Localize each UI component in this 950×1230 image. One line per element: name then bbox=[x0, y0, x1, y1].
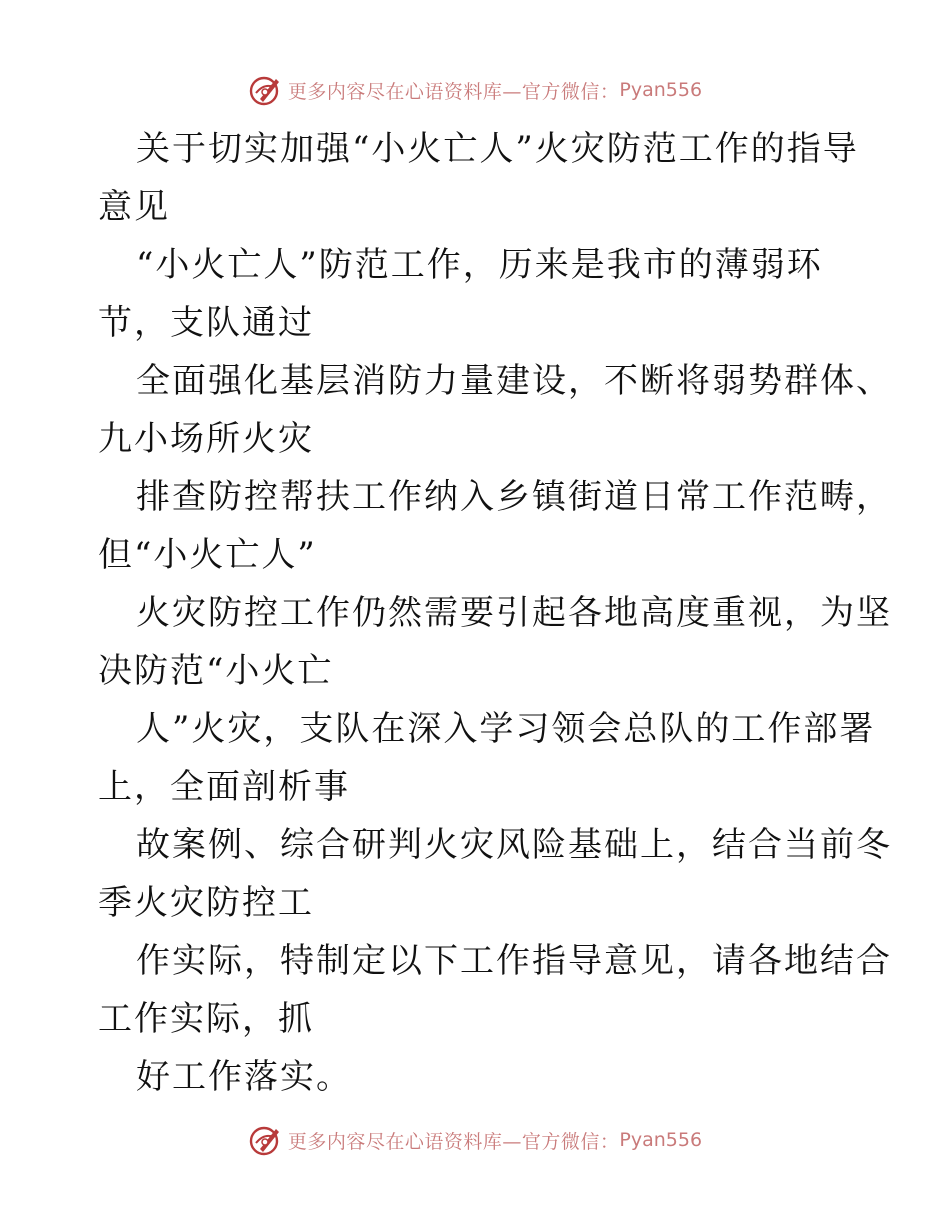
header-banner bbox=[0, 70, 950, 110]
doc-line: 火灾防控工作仍然需要引起各地高度重视，为坚 bbox=[136, 593, 892, 633]
doc-line: 上，全面剖析事 bbox=[98, 767, 350, 807]
footer-banner-id: Pyan556 bbox=[619, 1129, 703, 1151]
doc-line: 故案例、综合研判火灾风险基础上，结合当前冬 bbox=[136, 825, 892, 865]
header-banner-text: 更多内容尽在心语资料库—官方微信： bbox=[287, 80, 620, 103]
doc-line: 好工作落实。 bbox=[136, 1057, 352, 1097]
doc-line: 节，支队通过 bbox=[98, 303, 314, 343]
footer-banner bbox=[0, 1120, 950, 1160]
header-banner-id: Pyan556 bbox=[619, 79, 703, 101]
pen-globe-logo-icon bbox=[248, 1123, 282, 1157]
doc-line: 人”火灾，支队在深入学习领会总队的工作部署 bbox=[136, 709, 876, 749]
doc-line: 九小场所火灾 bbox=[98, 419, 314, 459]
doc-line: 工作实际，抓 bbox=[98, 999, 314, 1039]
doc-line: “小火亡人”防范工作，历来是我市的薄弱环 bbox=[136, 245, 823, 285]
doc-line: 但“小火亡人” bbox=[98, 535, 317, 575]
doc-line: 作实际，特制定以下工作指导意见，请各地结合 bbox=[136, 941, 892, 981]
pen-globe-logo-icon bbox=[248, 73, 282, 107]
doc-line: 关于切实加强“小火亡人”火灾防范工作的指导 bbox=[136, 129, 859, 169]
doc-line: 意见 bbox=[98, 187, 170, 227]
doc-line: 全面强化基层消防力量建设，不断将弱势群体、 bbox=[136, 361, 892, 401]
doc-line: 季火灾防控工 bbox=[98, 883, 314, 923]
doc-line: 决防范“小火亡 bbox=[98, 651, 334, 691]
footer-banner-text: 更多内容尽在心语资料库—官方微信： bbox=[287, 1130, 620, 1153]
doc-line: 排查防控帮扶工作纳入乡镇街道日常工作范畴， bbox=[136, 477, 892, 517]
document-body bbox=[98, 120, 892, 1106]
